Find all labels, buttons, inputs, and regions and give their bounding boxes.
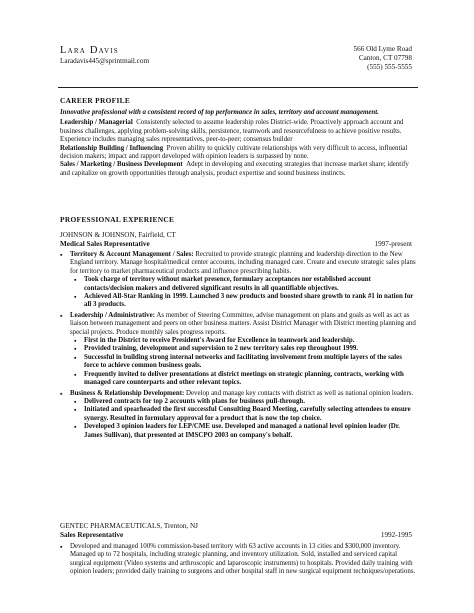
- bullet-item: ▪ Successful in building strong internal networks and facilitating involvement from multiple layers of the sales force to achieve common business goals.: [74, 354, 416, 371]
- career-profile-body: [60, 109, 412, 178]
- profile-item: [60, 119, 412, 144]
- address-line-1: 566 Old Lyme Road: [353, 45, 412, 53]
- group-label: Business & Relationship Development:: [70, 389, 185, 397]
- bullet-item: ▪ Provided training, development and supervision to 2 new territory sales rep throughout 1999.: [74, 345, 416, 353]
- job-dates: 1992-1995: [380, 531, 412, 539]
- job-bullets: [60, 543, 416, 577]
- address-line-2: Canton, CT 07798: [358, 54, 412, 62]
- job-title: Sales Representative: [60, 531, 124, 539]
- phone-number: (555) 555-5555: [367, 63, 412, 71]
- job-company: GENTEC PHARMACEUTICALS, Trenton, NJ: [60, 522, 198, 530]
- group-bullets: [74, 276, 416, 310]
- profile-item-text: Consistently selected to assume leadership roles District-wide. Proactively approach account and business challenges, applying problem-solving skills, persistence, teamwork and resourcefulness to achieve positive results. Experience includes managing sales representatives, peer-to-peer; consensus builder: [60, 119, 404, 144]
- group-bullets: [74, 398, 416, 440]
- profile-item-label: Relationship Building / Influencing: [60, 144, 164, 152]
- bullet-item: ▪ Took charge of territory without market presence, formulary acceptances nor established account contacts/decision makers and delivered significant results in all quantifiable objectives.: [74, 276, 416, 293]
- bullet-item: ▪ Frequently invited to deliver presentations at district meetings on strategic planning, contracts, working with managed care counterparts and other relevant topics.: [74, 371, 416, 388]
- job-group: [60, 312, 416, 388]
- job-group: [60, 390, 416, 440]
- group-text: Develop and manage key contacts with district as well as national opinion leaders.: [186, 389, 414, 397]
- profile-item-text: Adept in developing and executing strategies that increase market share; identify and capitalize on growth opportunities through analysis, product expertise and sound business instincts.: [60, 161, 409, 177]
- header-divider: [58, 87, 418, 88]
- profile-item: [60, 145, 412, 162]
- job-group-list: [60, 251, 416, 440]
- job-group: [60, 251, 416, 310]
- job-company: JOHNSON & JOHNSON, Fairfield, CT: [60, 231, 176, 239]
- profile-item-text: Proven ability to quickly cultivate relationships with very difficult to access, influential decision makers; impact and rapport developed with opinion leaders is surpassed by none.: [60, 144, 408, 161]
- experience-heading: PROFESSIONAL EXPERIENCE: [60, 215, 175, 224]
- group-label: Territory & Account Management / Sales:: [70, 251, 194, 258]
- candidate-name: Lara Davis: [60, 45, 119, 56]
- profile-item: [60, 161, 412, 178]
- bullet-item: ▪ Developed 3 opinion leaders for LEP/CME use. Developed and managed a national level opinion leader (Dr. James Sullivan), that presented at IMSCPO 2003 on company's behalf.: [74, 423, 416, 440]
- group-text: Recruited to provide strategic planning and leadership direction to the New England territory. Manage hospital/medical center accounts, including managed care. Create and execute strategic sales plans for territory to market pharmaceutical products and influence prescribing habits.: [70, 251, 416, 275]
- bullet-item: ▪ Achieved All-Star Ranking in 1999. Launched 3 new products and boosted share growth to rank #1 in nation for all 3 products.: [74, 293, 416, 310]
- career-profile-heading: CAREER PROFILE: [60, 96, 131, 105]
- job-dates: 1997-present: [374, 240, 412, 248]
- profile-item-label: Sales / Marketing / Business Development: [60, 161, 183, 169]
- group-label: Leadership / Administrative:: [70, 311, 155, 319]
- candidate-email[interactable]: Laradavis445@sprintmail.com: [60, 57, 150, 65]
- bullet-item: ▪ Developed and managed 100% commission-based territory with 63 active accounts in 13 cities and $300,000 inventory. Managed up to 72 hospitals, including strategic planning, and inventory utilization. Sold, installed and serviced capital surgical equipment (Video systems and arthroscopic and laparoscopic instruments) to hospitals. Provided daily training with opinion leaders; provided daily training to surgeons and other hospital staff in new surgical equipment techniques/operations.: [60, 543, 416, 577]
- profile-summary: Innovative professional with a consistent record of top performance in sales, territory and account management.: [60, 109, 379, 116]
- group-bullets: [74, 337, 416, 387]
- bullet-item: ▪ Initiated and spearheaded the first successful Consulting Board Meeting, carefully selecting attendees to ensure synergy. Resulted in formulary approval for a product that is now the top choice.: [74, 406, 416, 423]
- bullet-item: ▪ Delivered contracts for top 2 accounts with plans for business pull-through.: [74, 398, 416, 406]
- job-details: [60, 251, 416, 440]
- bullet-item: ▪ First in the District to receive President's Award for Excellence in teamwork and leadership.: [74, 337, 416, 345]
- job-title: Medical Sales Representative: [60, 240, 150, 248]
- profile-item-label: Leadership / Managerial: [60, 119, 133, 127]
- group-text: As member of Steering Committee, advise management on plans and goals as well as act as liaison between management and peers on other business matters. Assist District Manager with District meeting planning and special projects. Produce monthly sales progress reports.: [70, 311, 416, 336]
